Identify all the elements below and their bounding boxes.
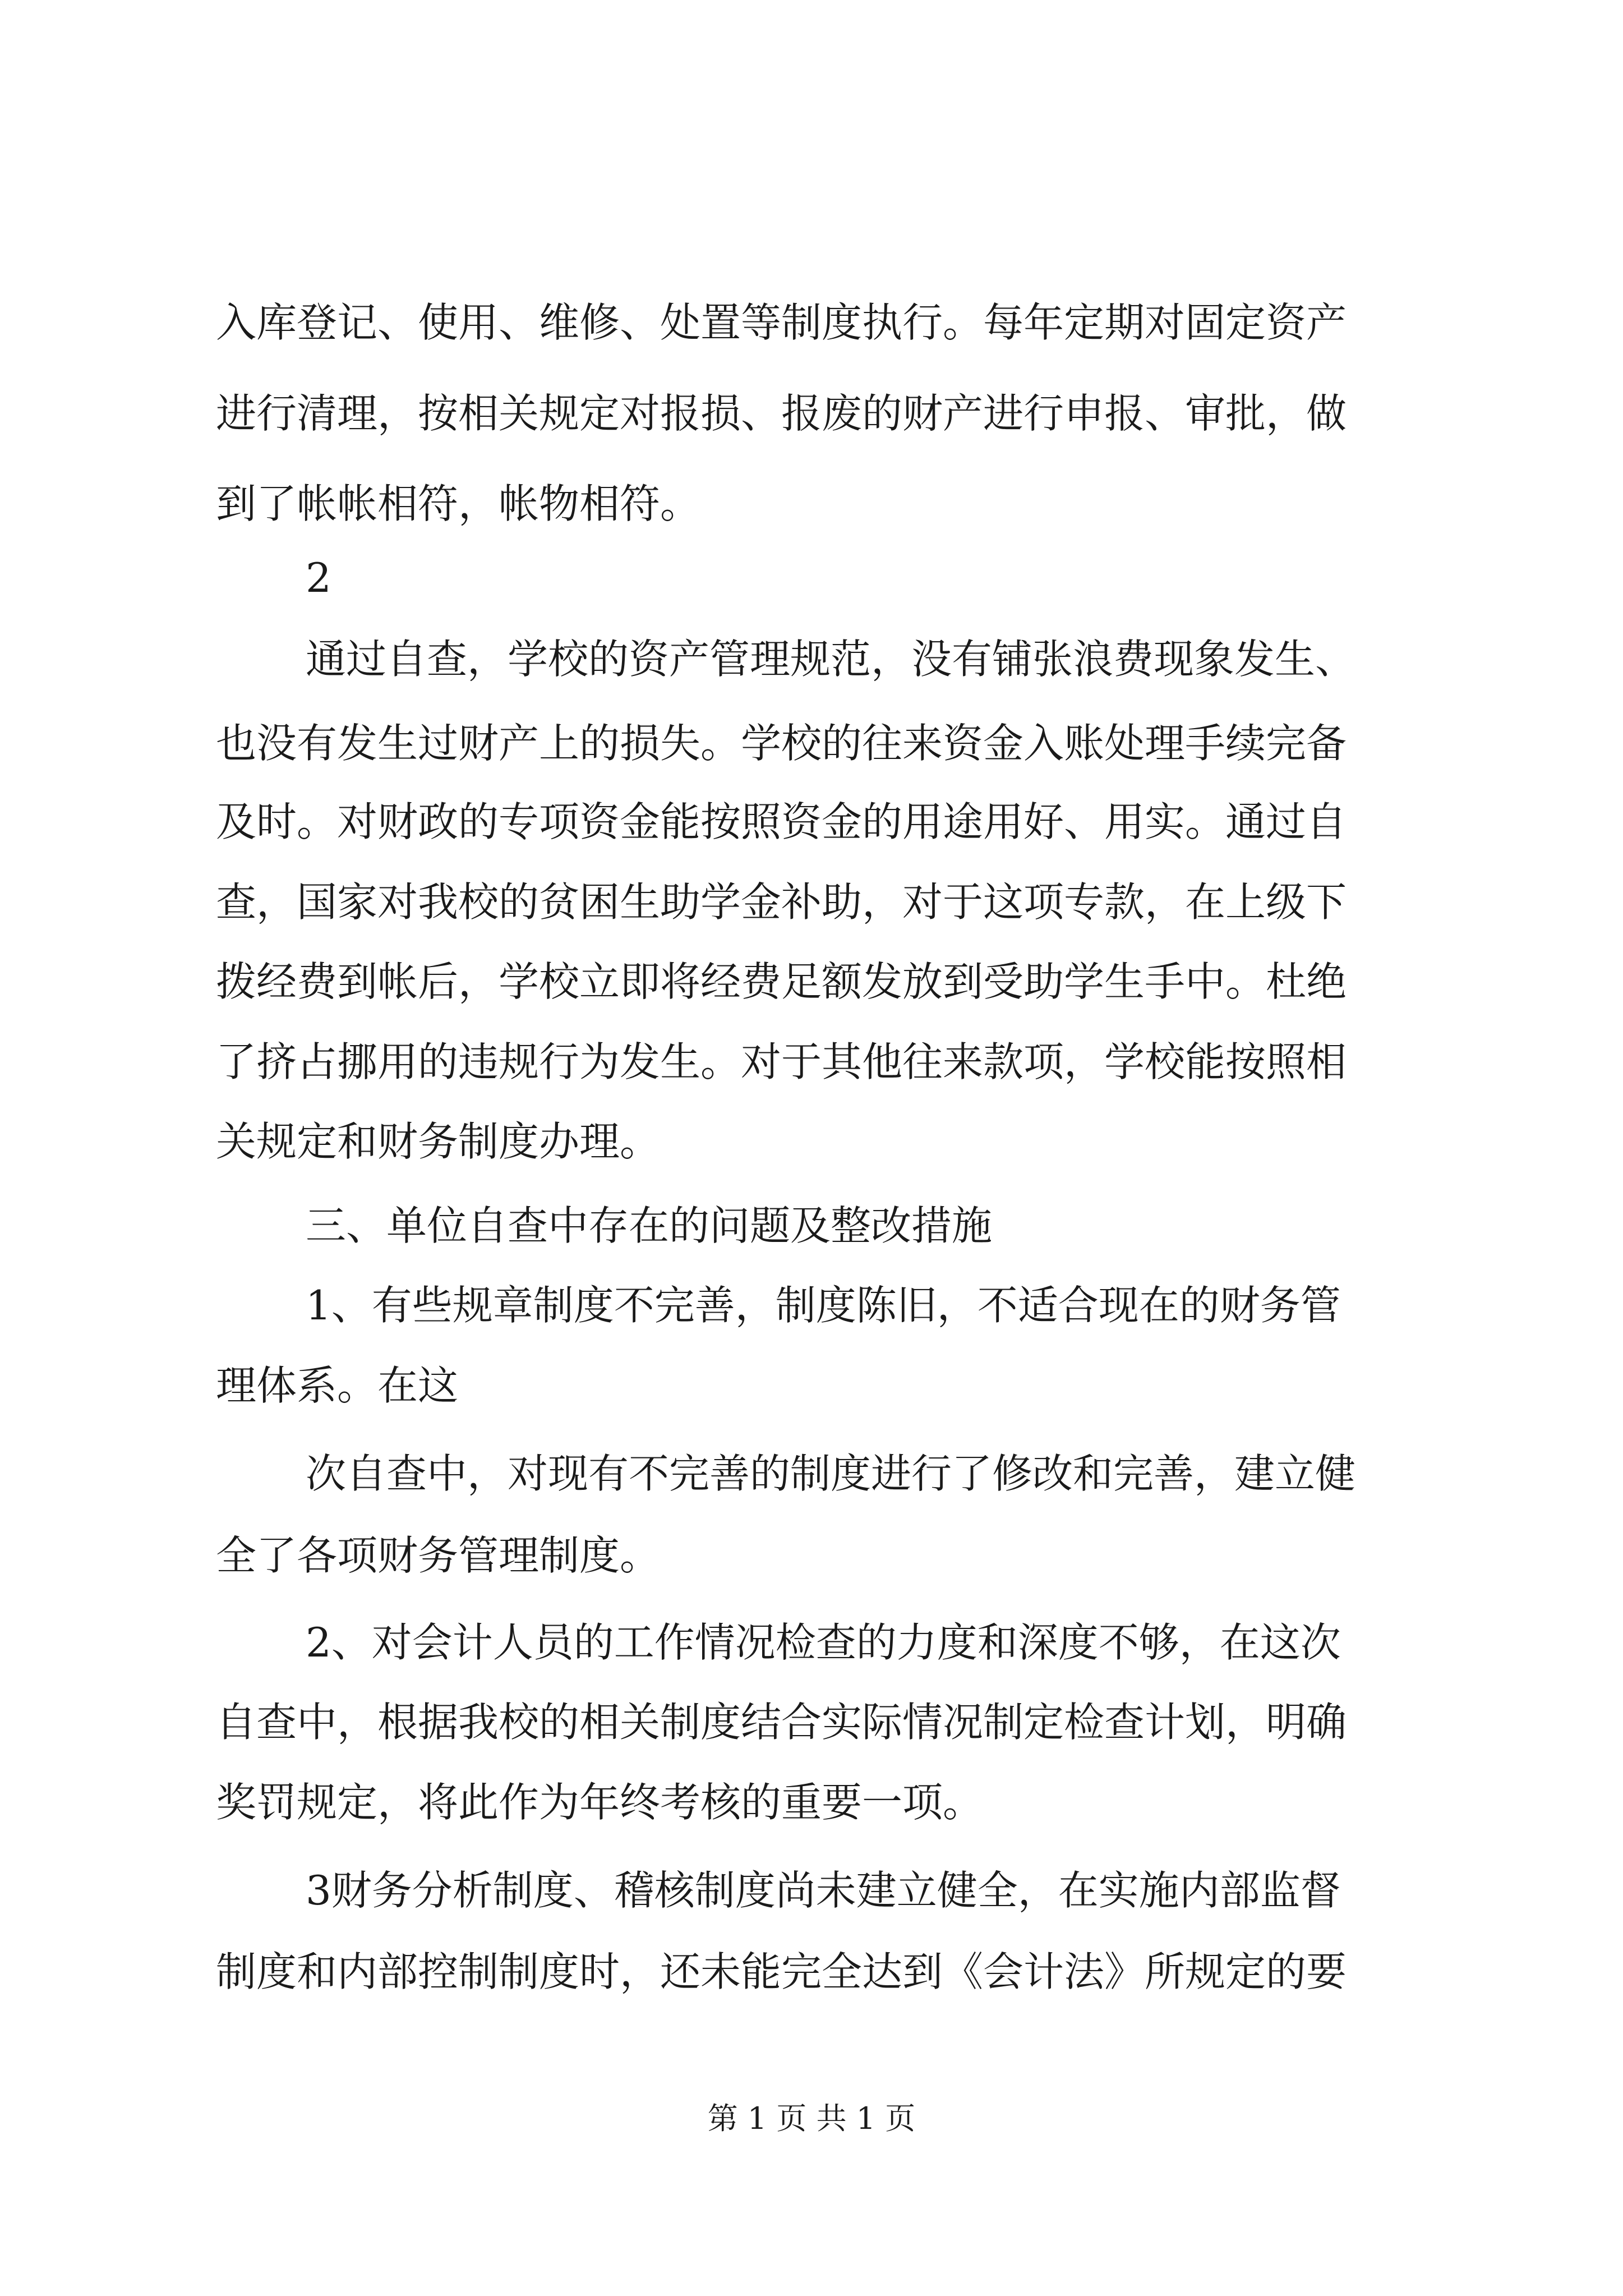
body-line: 全了各项财务管理制度。	[216, 1532, 661, 1579]
body-line: 3财务分析制度、稽核制度尚未建立健全，在实施内部监督	[306, 1867, 1341, 1914]
body-line: 进行清理，按相关规定对报损、报废的财产进行申报、审批，做	[216, 390, 1347, 437]
body-line: 关规定和财务制度办理。	[216, 1118, 661, 1165]
body-line: 自查中，根据我校的相关制度结合实际情况制定检查计划，明确	[216, 1699, 1347, 1746]
body-line: 及时。对财政的专项资金能按照资金的用途用好、用实。通过自	[216, 798, 1347, 845]
page-footer: 第 1 页 共 1 页	[707, 2101, 916, 2136]
section-heading: 三、单位自查中存在的问题及整改措施	[306, 1202, 993, 1249]
body-line: 2、对会计人员的工作情况检查的力度和深度不够，在这次	[306, 1619, 1341, 1666]
body-line: 制度和内部控制制度时，还未能完全达到《会计法》所规定的要	[216, 1948, 1347, 1995]
body-line: 到了帐帐相符，帐物相符。	[216, 480, 701, 527]
body-line: 也没有发生过财产上的损失。学校的往来资金入账处理手续完备	[216, 720, 1347, 767]
body-line: 查，国家对我校的贫困生助学金补助，对于这项专款，在上级下	[216, 878, 1347, 926]
body-line: 入库登记、使用、维修、处置等制度执行。每年定期对固定资产	[216, 299, 1347, 346]
body-line: 理体系。在这	[216, 1362, 459, 1409]
section-number: 2	[306, 554, 331, 601]
body-line: 通过自查，学校的资产管理规范，没有铺张浪费现象发生、	[306, 636, 1356, 683]
body-line: 了挤占挪用的违规行为发生。对于其他往来款项，学校能按照相	[216, 1038, 1347, 1085]
body-line: 次自查中，对现有不完善的制度进行了修改和完善，建立健	[306, 1450, 1356, 1497]
body-line: 奖罚规定，将此作为年终考核的重要一项。	[216, 1779, 984, 1826]
body-line: 拨经费到帐后，学校立即将经费足额发放到受助学生手中。杜绝	[216, 958, 1347, 1005]
body-line: 1、有些规章制度不完善，制度陈旧，不适合现在的财务管	[306, 1282, 1341, 1329]
